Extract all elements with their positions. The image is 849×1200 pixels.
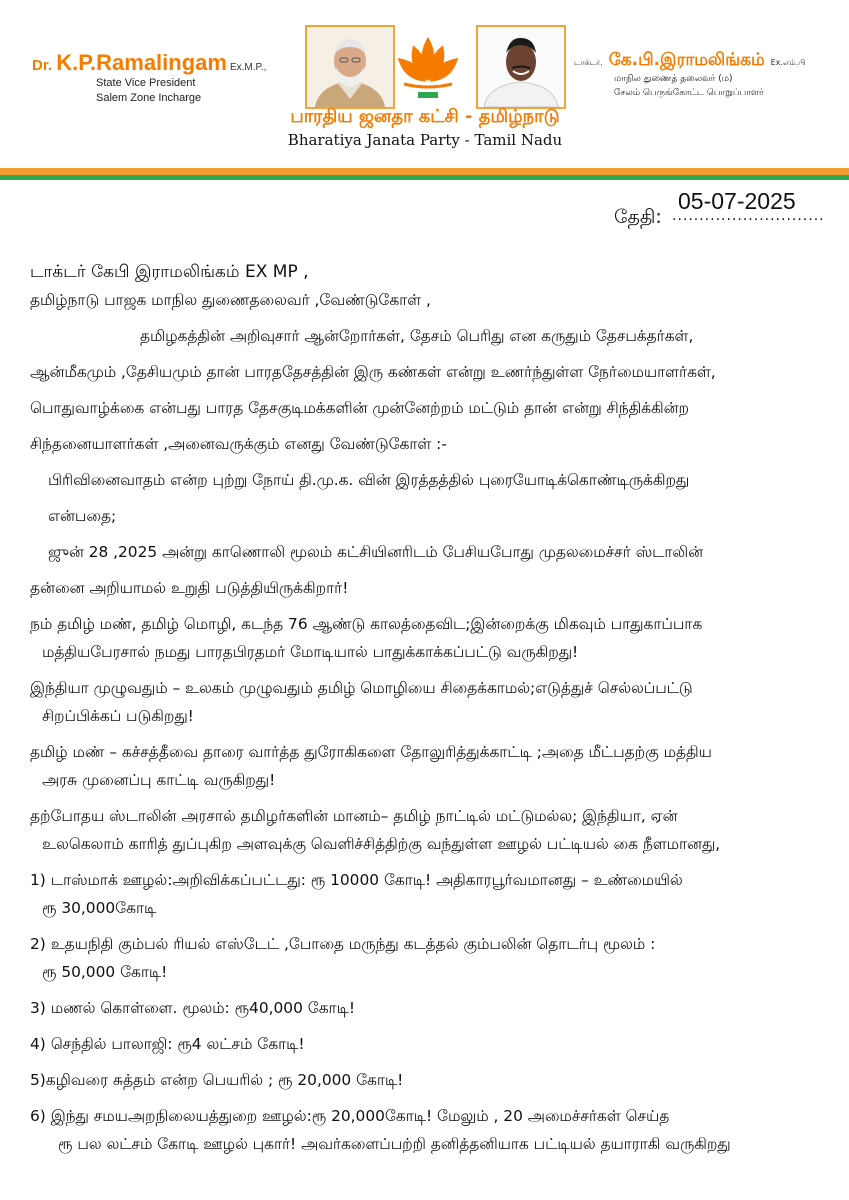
photo-portrait-right-icon [476, 25, 566, 109]
body-line: 3) மணல் கொள்ளை. மூலம்: ரூ40,000 கோடி! [30, 999, 355, 1017]
body-line: சிறப்பிக்கப் படுகிறது! [42, 707, 194, 725]
header-right-block [574, 50, 834, 100]
designation-line-2-ta: சேலம் பெருங்கோட்ட பொறுப்பாளர் [614, 88, 764, 98]
letter-body [30, 258, 842, 1158]
body-line: பொதுவாழ்க்கை என்பது பாரத தேசகுடிமக்களின் முன்னேற்றம் மட்டும் தான் என்று சிந்திக்கின்ற [30, 399, 690, 417]
designation-line-2: Salem Zone Incharge [96, 92, 202, 104]
name-suffix-ta: Ex.எம்.பி [770, 58, 806, 67]
body-line: சிந்தனையாளர்கள் ,அனைவருக்கும் எனது வேண்டுகோள் :- [30, 435, 447, 453]
body-line: மத்தியபேரசால் நமது பாரதபிரதமர் மோடியால் பாதுக்காக்கப்பட்டு வருகிறது! [42, 643, 579, 661]
body-line: 4) செந்தில் பாலாஜி: ரூ4 லட்சம் கோடி! [30, 1035, 305, 1053]
body-line: ரூ 50,000 கோடி! [42, 963, 168, 981]
name-prefix: Dr. [32, 57, 53, 74]
body-line: தமிழகத்தின் அறிவுசார் ஆன்றோர்கள், தேசம் பெரிது என கருதும் தேசபக்தர்கள், [140, 327, 694, 345]
body-line: தன்னை அறியாமல் உறுதி படுத்தியிருக்கிறார்! [30, 579, 349, 597]
header-left-block [32, 50, 272, 106]
designation-line-1: State Vice President [96, 77, 196, 89]
date-label: தேதி: [614, 206, 662, 228]
body-line: அரசு முனைப்பு காட்டி வருகிறது! [42, 771, 276, 789]
body-line: 1) டாஸ்மாக் ஊழல்:அறிவிக்கப்பட்டது: ரூ 10000 கோடி! அதிகாரபூர்வமானது – உண்மையில் [30, 871, 683, 889]
name-prefix-ta: டாக்டர். [574, 58, 603, 67]
party-name-tamil: பாரதிய ஜனதா கட்சி - தமிழ்நாடு [290, 106, 560, 127]
body-line: இந்தியா முழுவதும் – உலகம் முழுவதும் தமிழ் மொழியை சிதைக்காமல்;எடுத்துச் செல்லப்பட்டு [30, 679, 693, 697]
body-line: 6) இந்து சமயஅறநிலையத்துறை ஊழல்:ரூ 20,000கோடி! மேலும் , 20 அமைச்சர்கள் செய்த [30, 1107, 670, 1125]
saffron-stripe [0, 168, 849, 175]
body-line: தமிழ் மண் – கச்சத்தீவை தாரை வார்த்த துரோகிகளை தோலுரித்துக்காட்டி ;அதை மீட்பதற்கு மத்திய [30, 743, 712, 761]
body-line: உலகெலாம் காரித் துப்புகிற அளவுக்கு வெளிச்சித்திற்கு வந்துள்ள ஊழல் பட்டியல் கை நீளமானது, [42, 835, 721, 853]
body-line: 2) உதயநிதி கும்பல் ரியல் எஸ்டேட் ,போதை மருந்து கடத்தல் கும்பலின் தொடர்பு மூலம் : [30, 935, 656, 953]
english-name [32, 50, 272, 76]
body-line: 5)கழிவரை சுத்தம் என்ற பெயரில் ; ரூ 20,000 கோடி! [30, 1071, 404, 1089]
body-line: என்பதை; [48, 507, 117, 525]
date-dots: ............................ [672, 208, 825, 224]
green-stripe [0, 175, 849, 180]
body-line: பிரிவினைவாதம் என்ற புற்று நோய் தி.மு.க. வின் இரத்தத்தில் புரையோடிக்கொண்டிருக்கிறது [48, 471, 690, 489]
body-line: ரூ 30,000கோடி [42, 899, 157, 917]
body-line: டாக்டர் கேபி இராமலிங்கம் EX MP , [30, 262, 309, 282]
body-line: ஜுன் 28 ,2025 அன்று காணொலி மூலம் கட்சியினரிடம் பேசியபோது முதலமைச்சர் ஸ்டாலின் [48, 543, 704, 561]
body-line: தமிழ்நாடு பாஜக மாநில துணைதலைவர் ,வேண்டுகோள் , [30, 291, 431, 309]
name-main-ta: கே.பி.இராமலிங்கம் [608, 50, 765, 70]
body-line: ரூ பல லட்சம் கோடி ஊழல் புகார்! அவர்களைப்பற்றி தனித்தனியாக பட்டியல் தயாராகி வருகிறது [58, 1135, 731, 1153]
tamil-name [574, 50, 834, 72]
date-value: 05-07-2025 [678, 188, 796, 214]
name-suffix: Ex.M.P., [229, 62, 267, 73]
body-line: ஆன்மீகமும் ,தேசியமும் தான் பாரததேசத்தின் இரு கண்கள் என்று உணர்ந்துள்ள நேர்மையாளர்கள், [30, 363, 716, 381]
lotus-logo-icon [390, 30, 466, 106]
body-line: நம் தமிழ் மண், தமிழ் மொழி, கடந்த 76 ஆண்டு காலத்தைவிட;இன்றைக்கு மிகவும் பாதுகாப்பாக [30, 615, 703, 633]
body-line: தற்போதய ஸ்டாலின் அரசால் தமிழர்களின் மானம்– தமிழ் நாட்டில் மட்டுமல்ல; இந்தியா, ஏன் [30, 807, 678, 825]
name-main: K.P.Ramalingam [56, 50, 227, 75]
photo-portrait-left-icon [305, 25, 395, 109]
party-name-english: Bharatiya Janata Party - Tamil Nadu [287, 131, 563, 149]
designation-line-1-ta: மாநில துணைத் தலைவர் (ம) [614, 74, 733, 84]
